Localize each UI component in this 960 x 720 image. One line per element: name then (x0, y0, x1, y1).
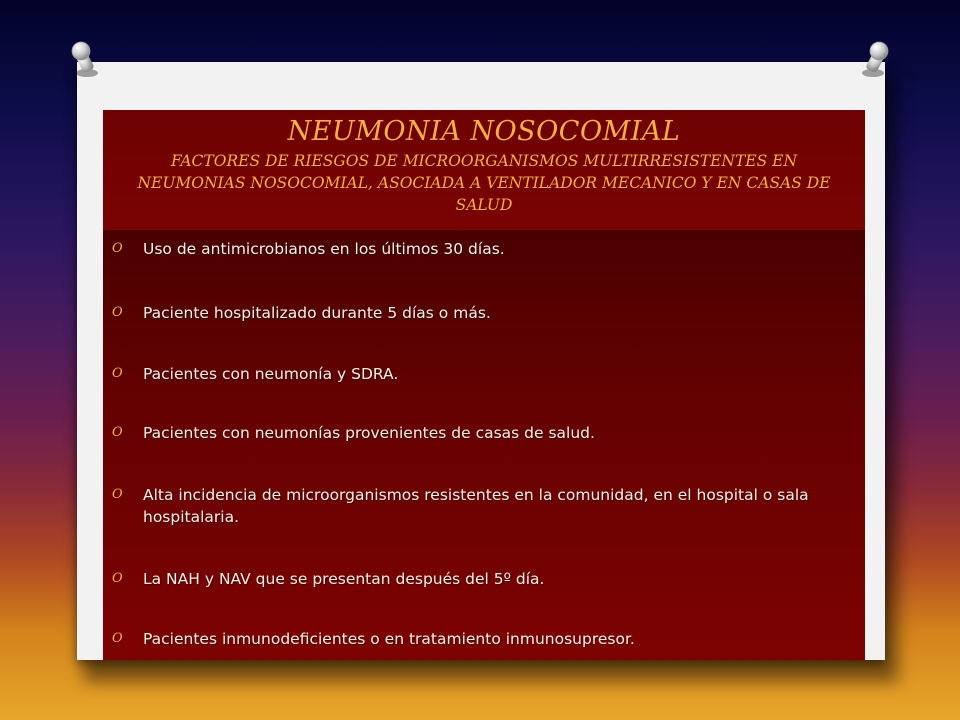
bullet-marker: O (112, 366, 123, 381)
list-item (112, 484, 858, 528)
list-item (112, 568, 858, 590)
title-box (103, 110, 865, 230)
list-item (112, 238, 858, 260)
pushpin-icon (858, 40, 892, 80)
list-item (112, 628, 858, 650)
bullet-marker: O (112, 487, 123, 502)
bullet-text: La NAH y NAV que se presentan después del 5º día. (143, 570, 545, 588)
bullet-text: Uso de antimicrobianos en los últimos 30 días. (143, 240, 505, 258)
bullet-marker: O (112, 241, 123, 256)
bullet-marker: O (112, 631, 123, 646)
list-item (112, 422, 858, 444)
list-item (112, 363, 858, 385)
bullet-text: Paciente hospitalizado durante 5 días o más. (143, 304, 491, 322)
bullet-text: Alta incidencia de microorganismos resistentes en la comunidad, en el hospital o sala hospitalaria. (143, 486, 809, 526)
slide-subtitle: FACTORES DE RIESGOS DE MICROORGANISMOS MULTIRRESISTENTES EN NEUMONIAS NOSOCOMIAL, ASOCIADA A VENTILADOR MECANICO Y EN CASAS DE SALUD (137, 152, 831, 214)
bullet-text: Pacientes con neumonía y SDRA. (143, 365, 399, 383)
bullet-marker: O (112, 571, 123, 586)
slide-title: NEUMONIA NOSOCOMIAL (287, 116, 681, 147)
list-item (112, 302, 858, 324)
content-box (103, 230, 865, 660)
bullet-marker: O (112, 305, 123, 320)
bullet-text: Pacientes inmunodeficientes o en tratamiento inmunosupresor. (143, 630, 635, 648)
bullet-marker: O (112, 425, 123, 440)
pushpin-icon (68, 40, 102, 80)
bullet-text: Pacientes con neumonías provenientes de casas de salud. (143, 424, 595, 442)
